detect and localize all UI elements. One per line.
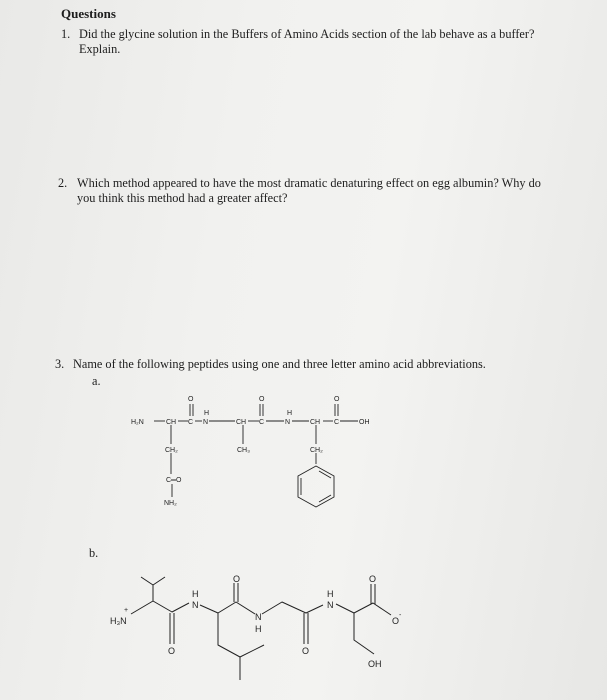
amide-nh2-label: NH₂ [164, 500, 177, 507]
negative-charge-label: - [399, 612, 402, 619]
question-1-line-1: Did the glycine solution in the Buffers of Amino Acids section of the lab behave as a buffer? [79, 27, 535, 41]
positive-charge-label: + [124, 607, 129, 614]
carbonyl-oxygen-label: O [168, 646, 176, 656]
carbonyl-oxygen-label: O [188, 396, 194, 403]
amide-hydrogen-label: H [327, 589, 334, 599]
alpha-carbon-label: CH [236, 419, 247, 426]
part-b-label: b. [89, 546, 99, 560]
amide-carbonyl-label: C═O [166, 477, 182, 484]
side-chain-ch2-label: CH₂ [165, 447, 178, 454]
question-1-line-2: Explain. [79, 42, 121, 56]
part-a-label: a. [92, 374, 101, 388]
carboxyl-oh-label: OH [359, 419, 370, 426]
question-3-line-1: Name of the following peptides using one and three letter amino acid abbreviations. [73, 357, 486, 371]
amide-nitrogen-label: N [255, 612, 262, 622]
amide-nitrogen-label: N [327, 600, 334, 610]
ammonium-label: H₃N [110, 616, 127, 626]
amino-terminus-label: H₂N [131, 419, 144, 426]
carboxylate-oxygen-label: O [369, 574, 377, 584]
amide-hydrogen-label: H [287, 410, 293, 417]
amide-nitrogen-label: N [203, 419, 209, 426]
amide-nitrogen-label: N [285, 419, 291, 426]
section-heading: Questions [61, 6, 116, 21]
amide-hydrogen-label: H [204, 410, 210, 417]
question-3-number: 3. [55, 357, 65, 371]
side-chain-ch2-label: CH₂ [310, 447, 323, 454]
carbonyl-oxygen-label: O [233, 574, 241, 584]
hydroxyl-label: OH [368, 659, 382, 669]
question-2-line-2: you think this method had a greater affect? [77, 191, 288, 205]
amide-nitrogen-label: N [192, 600, 199, 610]
carbonyl-carbon-label: C [188, 419, 194, 426]
side-chain-ch3-label: CH₃ [237, 447, 250, 454]
carbonyl-carbon-label: C [259, 419, 265, 426]
carbonyl-carbon-label: C [334, 419, 340, 426]
carbonyl-oxygen-label: O [302, 646, 310, 656]
amide-hydrogen-label: H [255, 624, 262, 634]
question-1-number: 1. [61, 27, 71, 41]
question-2-line-1: Which method appeared to have the most dramatic denaturing effect on egg albumin? Why do [77, 176, 541, 190]
carbonyl-oxygen-label: O [334, 396, 340, 403]
question-2-number: 2. [58, 176, 68, 190]
carboxylate-oxygen-label: O [392, 616, 400, 626]
alpha-carbon-label: CH [166, 419, 177, 426]
alpha-carbon-label: CH [310, 419, 321, 426]
amide-hydrogen-label: H [192, 589, 199, 599]
carbonyl-oxygen-label: O [259, 396, 265, 403]
